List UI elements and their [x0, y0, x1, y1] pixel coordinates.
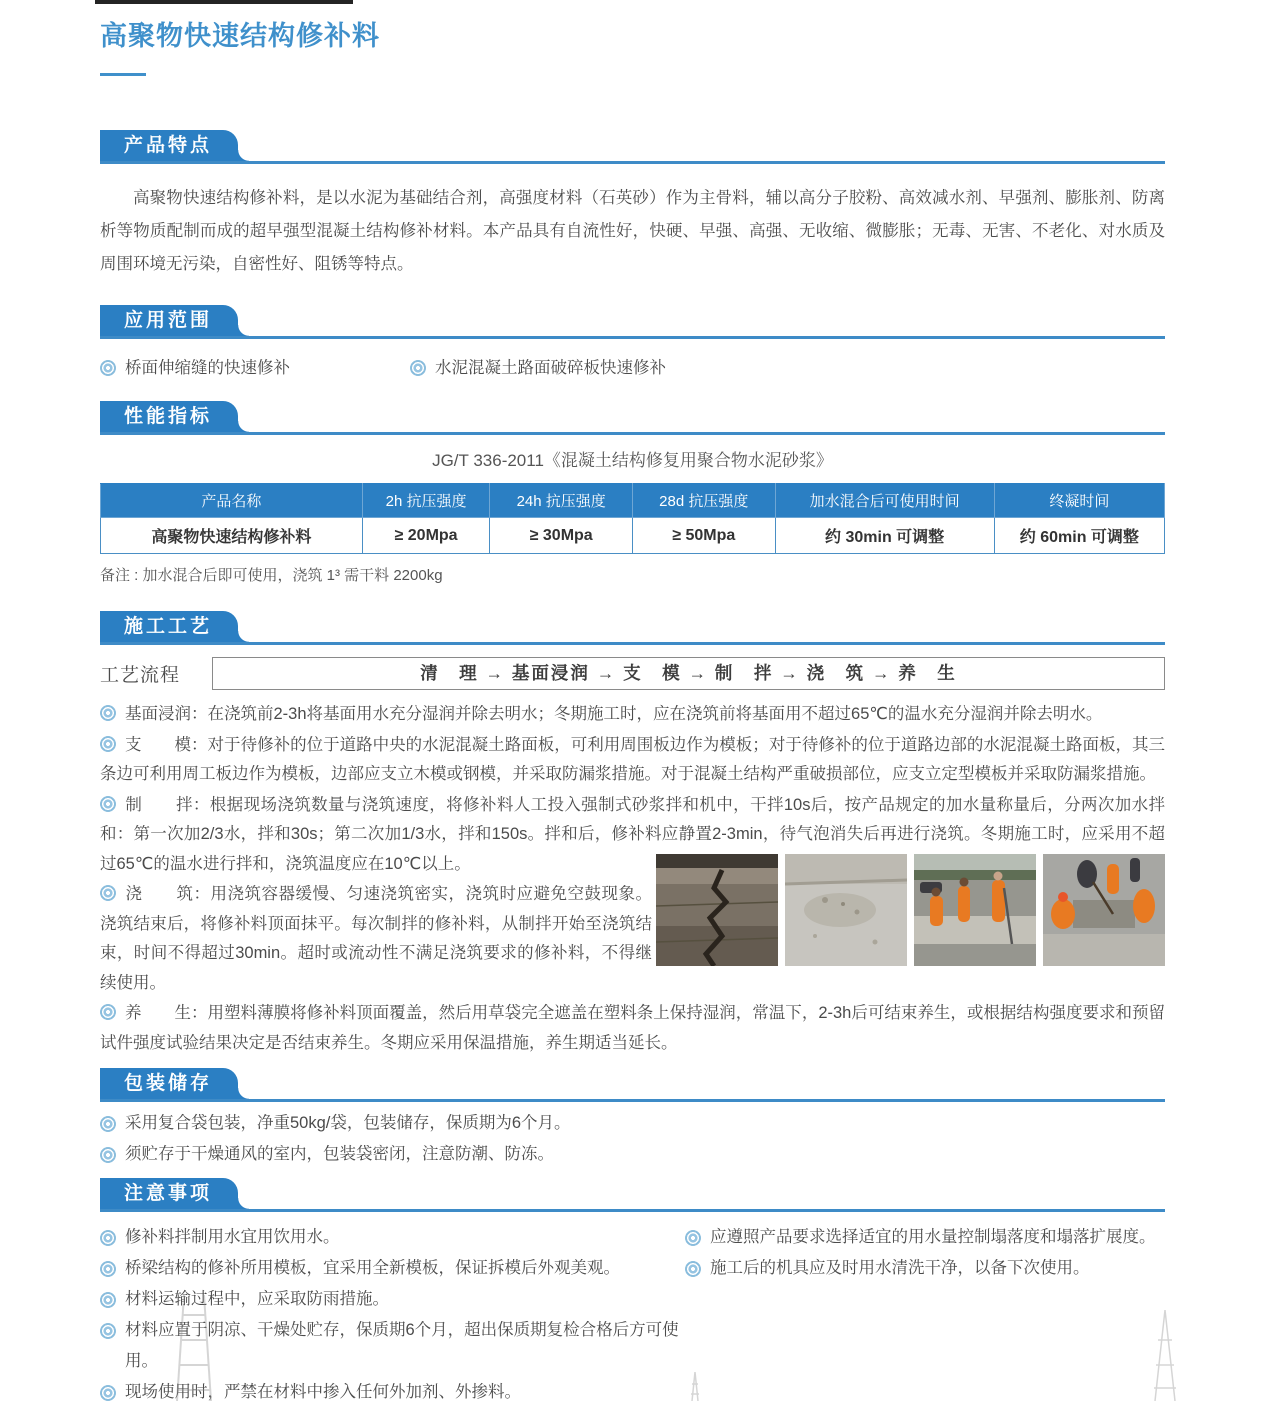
workers-finishing-repair-photo: [1043, 854, 1165, 966]
cracked-dark-pavement-photo: [656, 854, 778, 966]
product-datasheet-page: [100, 0, 1165, 1408]
notes-column-left: [100, 1222, 685, 1408]
ring-bullet-icon: [100, 1385, 116, 1401]
section-notes: [100, 1178, 1165, 1408]
table-header-row: [101, 484, 1165, 518]
ring-bullet-icon: [100, 1292, 116, 1308]
performance-table: [100, 483, 1165, 554]
application-item: [100, 355, 410, 381]
list-item-text: 材料应置于阴凉、干燥处贮存，保质期6个月，超出保质期复检合格后方可使用。: [125, 1321, 679, 1370]
table-header-cell: 终凝时间: [994, 484, 1164, 518]
ring-bullet-icon: [100, 1261, 116, 1277]
table-header-cell: 28d 抗压强度: [632, 484, 775, 518]
table-cell: 约 60min 可调整: [994, 518, 1164, 554]
section-tab-notes: 注意事项: [100, 1178, 238, 1209]
notes-column-right: [685, 1222, 1165, 1408]
table-cell: 高聚物快速结构修补料: [101, 518, 363, 554]
ring-bullet-icon: [100, 1230, 116, 1246]
table-cell: 约 30min 可调整: [775, 518, 994, 554]
list-item: [685, 1222, 1165, 1253]
step-text: 制 拌：根据现场浇筑数量与浇筑速度，将修补料人工投入强制式砂浆拌和机中，干拌10s后，按产品规定的加水量称量后，分两次加水拌和：第一次加2/3水，拌和30s；第二次加1/3水，拌和150s。拌和后，修补料应静置2-3min，待气泡消失后再进行浇筑。冬期施工时，应采用不超过65℃的温水进行拌和，浇筑温度应在10℃以上。: [100, 795, 1165, 873]
section-tab-performance: 性能指标: [100, 401, 238, 432]
features-paragraph: 高聚物快速结构修补料，是以水泥为基础结合剂，高强度材料（石英砂）作为主骨料，辅以高分子胶粉、高效减水剂、早强剂、膨胀剂、防离析等物质配制而成的超早强型混凝土结构修补材料。本产品具有自流性好，快硬、早强、高强、无收缩、微膨胀；无毒、无害、不老化、对水质及周围环境无污染，自密性好、阻锈等特点。: [100, 189, 1165, 273]
section-header-applications: [100, 305, 1165, 339]
ring-bullet-icon: [100, 360, 116, 376]
application-item: [410, 355, 666, 381]
applications-list: [100, 355, 1165, 381]
section-tab-storage: 包装储存: [100, 1068, 238, 1099]
section-tab-construction: 施工工艺: [100, 611, 238, 642]
construction-step: [100, 999, 1165, 1058]
ring-bullet-icon: [410, 360, 426, 376]
construction-step: [100, 731, 1165, 790]
section-header-storage: [100, 1068, 1165, 1102]
list-item: [685, 1253, 1165, 1284]
workers-pouring-repair-photo: [914, 854, 1036, 966]
construction-step: [100, 880, 652, 998]
ring-bullet-icon: [685, 1230, 701, 1246]
list-item-text: 现场使用时，严禁在材料中掺入任何外加剂、外掺料。: [125, 1383, 521, 1401]
title-underline: [100, 73, 146, 76]
step-text: 浇 筑：用浇筑容器缓慢、匀速浇筑密实，浇筑时应避免空鼓现象。浇筑结束后，将修补料顶面抹平。每次制拌的修补料，从制拌开始至浇筑结束，时间不得超过30min。超时或流动性不满足浇筑要求的修补料，不得继续使用。: [100, 885, 652, 992]
list-item-text: 应遵照产品要求选择适宜的用水量控制塌落度和塌落扩展度。: [710, 1228, 1156, 1246]
process-flow-row: [100, 657, 1165, 690]
section-header-notes: [100, 1178, 1165, 1212]
section-features: [100, 130, 1165, 281]
construction-step: [100, 700, 1165, 730]
ring-bullet-icon: [100, 796, 116, 812]
table-header-cell: 24h 抗压强度: [490, 484, 633, 518]
list-item-text: 采用复合袋包装，净重50kg/袋，包装储存，保质期为6个月。: [125, 1114, 571, 1132]
step-text: 基面浸润：在浇筑前2-3h将基面用水充分湿润并除去明水；冬期施工时，应在浇筑前将基面用不超过65℃的温水充分湿润并除去明水。: [125, 705, 1103, 723]
ring-bullet-icon: [100, 1004, 116, 1020]
list-item: [100, 1377, 685, 1408]
list-item: [100, 1222, 685, 1253]
site-photo-strip: [656, 854, 1165, 966]
ring-bullet-icon: [100, 1116, 116, 1132]
table-header-cell: 产品名称: [101, 484, 363, 518]
ring-bullet-icon: [100, 1323, 116, 1339]
ring-bullet-icon: [100, 885, 116, 901]
process-flow-box: 清 理 → 基面浸润 → 支 模 → 制 拌 → 浇 筑 → 养 生: [212, 657, 1165, 690]
ring-bullet-icon: [100, 1147, 116, 1163]
construction-steps: [100, 700, 1165, 1058]
table-header-cell: 加水混合后可使用时间: [775, 484, 994, 518]
section-tab-applications: 应用范围: [100, 305, 238, 336]
table-header-cell: 2h 抗压强度: [362, 484, 490, 518]
broken-concrete-slab-photo: [785, 854, 907, 966]
page-title: 高聚物快速结构修补料: [100, 21, 380, 51]
list-item: [100, 1284, 685, 1315]
list-item-text: 须贮存于干燥通风的室内，包装袋密闭，注意防潮、防冻。: [125, 1145, 554, 1163]
ring-bullet-icon: [685, 1261, 701, 1277]
table-cell: ≥ 20Mpa: [362, 518, 490, 554]
step-text: 养 生：用塑料薄膜将修补料顶面覆盖，然后用草袋完全遮盖在塑料条上保持湿润，常温下，2-3h后可结束养生，或根据结构强度要求和预留试件强度试验结果决定是否结束养生。冬期应采用保温措施，养生期适当延长。: [100, 1004, 1165, 1052]
table-footnote: 备注 : 加水混合后即可使用，浇筑 1³ 需干料 2200kg: [100, 567, 443, 584]
pouring-step-with-photos: [100, 880, 1165, 998]
section-header-features: [100, 130, 1165, 164]
list-item-text: 修补料拌制用水宜用饮用水。: [125, 1228, 340, 1246]
table-cell: ≥ 30Mpa: [490, 518, 633, 554]
list-item: [100, 1315, 685, 1377]
process-flow-label: 工艺流程: [100, 665, 181, 686]
table-cell: ≥ 50Mpa: [632, 518, 775, 554]
list-item: [100, 1139, 1165, 1170]
section-header-performance: [100, 401, 1165, 435]
application-item-label: 桥面伸缩缝的快速修补: [125, 359, 290, 377]
list-item-text: 材料运输过程中，应采取防雨措施。: [125, 1290, 389, 1308]
application-item-label: 水泥混凝土路面破碎板快速修补: [435, 359, 666, 377]
list-item-text: 施工后的机具应及时用水清洗干净，以备下次使用。: [710, 1259, 1090, 1277]
notes-grid: [100, 1222, 1165, 1408]
ring-bullet-icon: [100, 705, 116, 721]
section-performance: [100, 401, 1165, 585]
step-text: 支 模：对于待修补的位于道路中央的水泥混凝土路面板，可利用周围板边作为模板；对于待修补的位于道路边部的水泥混凝土路面板，其三条边可利用周工板边作为模板，边部应支立木模或钢模，并采取防漏浆措施。对于混凝土结构严重破损部位，应支立定型模板并采取防漏浆措施。: [100, 735, 1165, 783]
storage-list: [100, 1108, 1165, 1170]
list-item: [100, 1253, 685, 1284]
section-tab-features: 产品特点: [100, 130, 238, 161]
section-applications: [100, 305, 1165, 381]
standard-caption: JG/T 336-2011《混凝土结构修复用聚合物水泥砂浆》: [432, 451, 833, 470]
section-storage: [100, 1068, 1165, 1170]
list-item: [100, 1108, 1165, 1139]
section-construction: [100, 611, 1165, 1058]
list-item-text: 桥梁结构的修补所用模板，宜采用全新模板，保证拆模后外观美观。: [125, 1259, 620, 1277]
table-row: [101, 518, 1165, 554]
section-header-construction: [100, 611, 1165, 645]
ring-bullet-icon: [100, 736, 116, 752]
